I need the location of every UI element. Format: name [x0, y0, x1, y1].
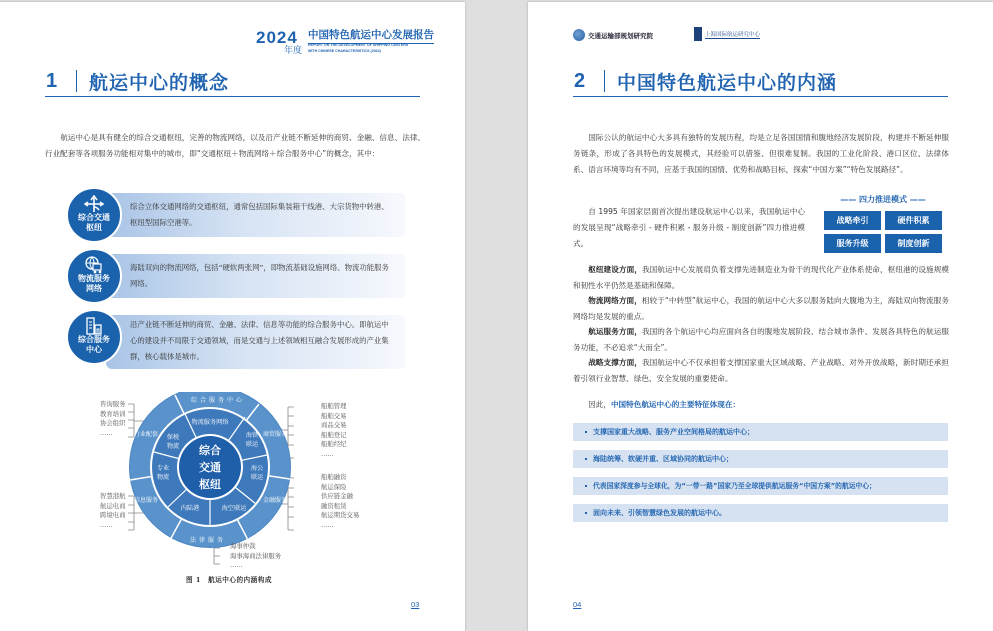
report-subtitle: [308, 42, 408, 54]
section-number: 2: [574, 69, 586, 92]
anchor-emblem-icon: [694, 27, 702, 41]
inner-label-sea-rail: 海铁: [245, 432, 259, 439]
bullet-icon: [585, 512, 587, 514]
page-number: 04: [573, 600, 582, 609]
list-legal: 海事仲裁 海事海商法律服务 ……: [230, 542, 282, 570]
card-description: 综合立体交通网络的交通枢纽，通常包括国际集装箱干线港、大宗货物中转港、枢纽型国际空港等。: [130, 202, 389, 227]
center-label-1: 综合: [199, 444, 221, 457]
feature-item: [573, 450, 948, 468]
outer-label-finance: 金融服务: [262, 497, 288, 504]
feature-item: [573, 477, 948, 495]
aspect-text: 相较于“中转型”航运中心，我国的航运中心大多以服务陆向大腹地为主，海陆双向物流服务网络均是发展的重点。: [573, 296, 949, 321]
card-label-line2: 中心: [86, 345, 102, 354]
center-label-2: 交通: [199, 461, 221, 474]
concept-card-service-center: [66, 311, 406, 367]
logo2-text: 上海国际航运研究中心: [705, 31, 761, 38]
report-title: 中国特色航运中心发展报告: [308, 27, 434, 44]
aspect-lead: 航运服务方面，: [588, 327, 642, 336]
section-divider: [76, 70, 77, 92]
figure-caption: 图 1 航运中心的内涵构成: [186, 576, 272, 584]
outer-label-legal: 法律服务: [189, 537, 227, 544]
svg-text:物流: 物流: [166, 443, 180, 450]
card-label-line1: 物流服务: [78, 274, 110, 283]
inner-label-dry-port: 内陆港: [180, 505, 200, 512]
aspect-strategy: [573, 355, 949, 387]
logo-shipping-institute: [694, 27, 760, 41]
aspect-text: 我国的各个航运中心均应面向各自的腹地发展阶段、结合城市条件、发展各具特色的航运服务功能，不必追求“大而全”。: [573, 327, 949, 352]
svg-text:联运: 联运: [245, 441, 259, 448]
composition-diagram: [70, 392, 370, 572]
conclusion-line: [573, 397, 949, 413]
outer-label-industry: 行业配套: [133, 431, 159, 438]
logo-planning-institute: [573, 29, 653, 41]
card-label-line2: 网络: [86, 284, 102, 293]
feature-text: 面向未来、引领智慧绿色发展的航运中心。: [593, 509, 726, 517]
inner-label-specialized: 专业: [156, 465, 170, 472]
section-rule: [573, 96, 948, 97]
card-label-line1: 综合服务: [78, 335, 110, 344]
bullet-icon: [585, 458, 587, 460]
four-forces-grid: [824, 211, 942, 253]
svg-text:物流: 物流: [156, 474, 170, 481]
buildings-icon: [84, 317, 104, 335]
card-description: 沿产业链不断延伸的商贸、金融、法律、信息等功能的综合服务中心。即航运中心的建设并不局限于交通领域，而是交通与上述领域相互融合发展形成的产业集群，核心载体是城市。: [130, 320, 389, 361]
aspect-hub: [573, 262, 949, 294]
report-subtitle-line1: REPORT ON THE DEVELOPMENT OF SHIPPING CENTERS: [308, 43, 409, 47]
feature-list: [573, 423, 948, 531]
concept-card-logistics-network: [66, 250, 406, 296]
page-right: [528, 2, 993, 631]
section-title-2: [574, 66, 837, 96]
institute-emblem-icon: [573, 29, 585, 41]
concept-card-transport-hub: [66, 189, 406, 235]
card-label-line1: 综合交通: [78, 213, 110, 222]
inner-label-logistics-network: 物流服务网络: [191, 419, 229, 426]
logo1-text: 交通运输部规划研究院: [588, 31, 653, 40]
mode-service: 服务升级: [824, 234, 881, 253]
aspect-logistics: [573, 293, 949, 325]
feature-item: [573, 504, 948, 522]
bullet-icon: [585, 485, 587, 487]
inner-label-sea-road: 海公: [250, 465, 264, 472]
section-number: 1: [46, 69, 58, 92]
report-subtitle-line2: WITH CHINESE CHARACTERISTICS (2024): [308, 49, 381, 53]
conclusion-highlight: 中国特色航运中心的主要特征体现在：: [610, 400, 741, 409]
card-badge: [66, 248, 122, 304]
report-header: [256, 24, 434, 56]
four-forces-model: [824, 194, 942, 253]
list-trade: 船舶管理 船舶交易 商品交易 船舶登记 船舶经纪 ……: [321, 402, 347, 458]
card-label-line2: 枢纽: [86, 223, 102, 232]
inner-label-sea-air: 海空联运: [221, 505, 247, 512]
list-finance: 船舶融资 航运保险 供应链金融 融资租赁 航运期货交易 ……: [321, 473, 360, 529]
list-industry-support: 咨询服务 教育培训 协会组织 ……: [100, 400, 126, 437]
section-rule: [45, 96, 420, 97]
intro-paragraph: 航运中心是具有健全的综合交通枢纽，完善的物流网络，以及沿产业链不断延伸的商贸、金融、信息、法律、行业配套等各项服务功能相对集中的城市，即“交通枢纽＋物流网络＋综合服务中心”的概念，其中：: [45, 133, 425, 158]
feature-item: [573, 423, 948, 441]
crossroad-arrows-icon: [84, 195, 104, 213]
page-number: 03: [411, 600, 420, 609]
card-description: 海陆双向的物流网络，包括“硬软两张网”，即物流基础设施网络、物流功能服务网络。: [130, 263, 389, 288]
report-year: 2024: [256, 28, 298, 47]
globe-truck-icon: [84, 256, 104, 274]
paragraph-history: 自 1995 年国家层面首次提出建设航运中心以来，我国航运中心的发展呈现“战略牵引 - 硬件积累 - 服务升级 - 制度创新”四力推进模式。: [573, 207, 805, 248]
aspect-lead: 战略支撑方面，: [588, 358, 642, 367]
paragraph-background: 国际公认的航运中心大多具有独特的发展历程，均是立足各国国情和腹地经济发展阶段，构建并不断延伸服务链条，形成了各具特色的发展模式，其经验可以借鉴、但很难复制。我国的工业化阶段、港口区位、法律体系、语言环境等均有不同，应基于我国的国情、优势和战略目标，探索“中国方案”“特色发展路径”。: [573, 133, 949, 174]
conclusion-prefix: 因此，: [588, 400, 611, 409]
aspect-text: 我国航运中心发展肩负着支撑先进制造业为骨干的现代化产业体系使命，枢纽港的设施规模和韧性水平仍然是基础和保障。: [573, 265, 949, 290]
report-year-suffix: 年度: [284, 46, 303, 56]
bullet-icon: [585, 431, 587, 433]
aspect-lead: 物流网络方面，: [588, 296, 642, 305]
svg-text:联运: 联运: [250, 474, 264, 481]
card-badge: [66, 309, 122, 365]
aspect-service: [573, 324, 949, 356]
section-heading: 航运中心的概念: [89, 71, 230, 94]
section-heading: 中国特色航运中心的内涵: [617, 71, 838, 94]
mode-hardware: 硬件积累: [885, 211, 942, 230]
outer-label-trade: 商贸服务: [262, 431, 288, 438]
aspect-text: 我国航运中心不仅承担着支撑国家重大区域战略、产业战略、对外开放战略，新时期还承担着引领行业智慧、绿色、安全发展的重要使命。: [573, 358, 949, 383]
list-information: 智慧港航 航运电商 跨境电商 ……: [100, 492, 126, 529]
four-forces-title: —— 四力推进模式 ——: [840, 195, 926, 204]
outer-label-information: 信息服务: [133, 497, 159, 504]
center-label-3: 枢纽: [199, 478, 221, 491]
inner-label-bonded: 保税: [166, 434, 180, 441]
feature-text: 海陆统筹、软硬并重、区域协同的航运中心；: [593, 455, 733, 463]
outer-label-service-center: 综合服务中心: [190, 397, 246, 404]
feature-text: 支撑国家重大战略、服务产业空间格局的航运中心；: [593, 428, 754, 436]
feature-text: 代表国家深度参与全球化，为“一带一路”国家乃至全球提供航运服务“中国方案”的航运中心；: [593, 482, 876, 490]
section-title-1: [46, 66, 229, 96]
mode-strategy: 战略牵引: [824, 211, 881, 230]
card-badge: [66, 187, 122, 243]
page-left: [0, 2, 465, 631]
mode-institution: 制度创新: [885, 234, 942, 253]
section-divider: [604, 70, 605, 92]
aspect-lead: 枢纽建设方面，: [588, 265, 642, 274]
